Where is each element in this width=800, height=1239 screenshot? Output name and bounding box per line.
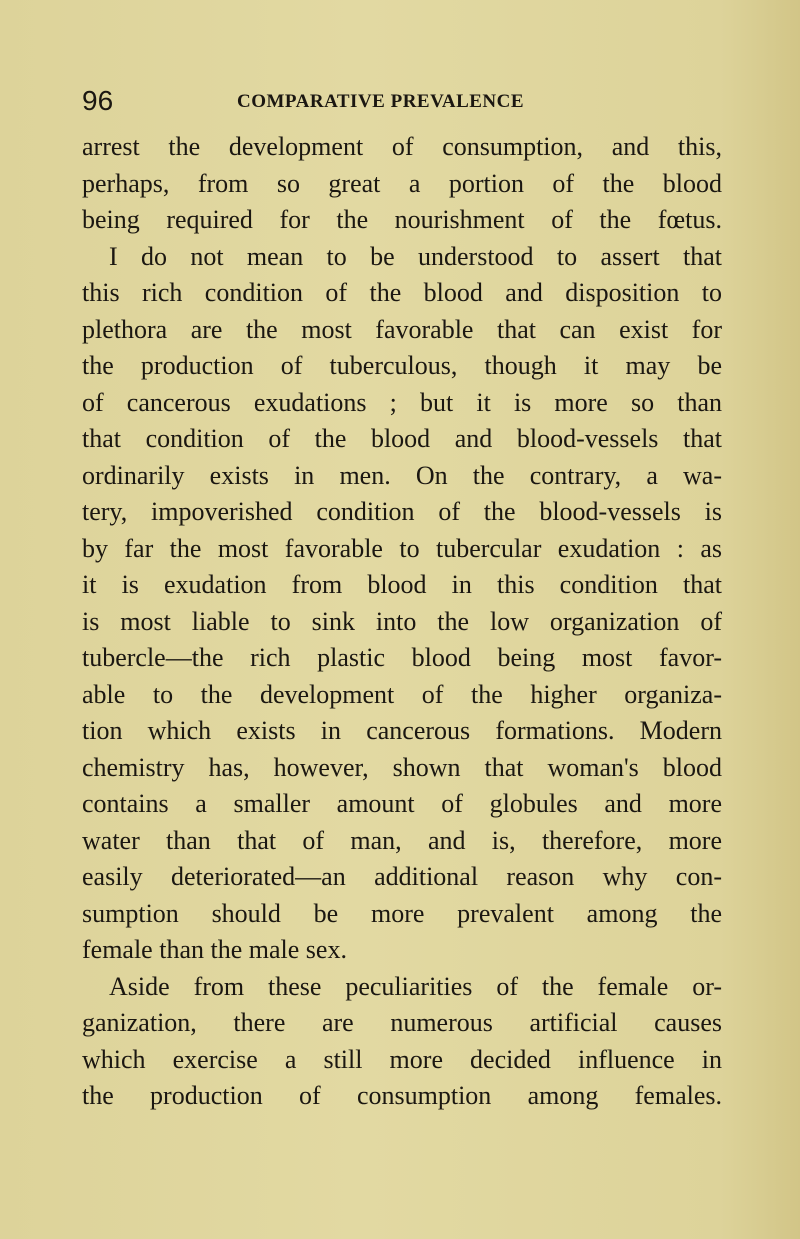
text-line: this rich condition of the blood and disposition to: [82, 278, 722, 307]
text-line: chemistry has, however, shown that woman's blood: [82, 752, 722, 782]
text-line: the production of consumption among females.: [82, 1081, 722, 1110]
text-line: tery, impoverished condition of the blood-vessels is: [82, 497, 722, 526]
text-line: contains a smaller amount of globules and more: [82, 789, 722, 818]
text-line: that condition of the blood and blood-vessels that: [82, 424, 722, 453]
text-line: ordinarily exists in men. On the contrary, a wa-: [82, 460, 722, 490]
text-line: plethora are the most favorable that can exist for: [82, 314, 722, 344]
text-line: sumption should be more prevalent among the: [82, 898, 722, 928]
body-text: [82, 129, 722, 1115]
page-number: 96: [82, 85, 114, 116]
running-head: COMPARATIVE PREVALENCE: [237, 91, 525, 112]
text-line: the production of tuberculous, though it may be: [82, 351, 722, 380]
text-line: perhaps, from so great a portion of the blood: [82, 168, 722, 198]
text-line: female than the male sex.: [82, 935, 347, 964]
text-line: able to the development of the higher organiza-: [82, 679, 722, 709]
text-line: of cancerous exudations ; but it is more so than: [82, 387, 722, 417]
text-line: is most liable to sink into the low organization of: [82, 606, 722, 636]
text-line: I do not mean to be understood to assert that: [109, 241, 722, 271]
text-line: Aside from these peculiarities of the female or-: [109, 971, 722, 1001]
page-header: [82, 86, 722, 116]
text-line: arrest the development of consumption, and this,: [82, 132, 722, 161]
text-line: which exercise a still more decided influence in: [82, 1044, 722, 1074]
text-line: ganization, there are numerous artificial causes: [82, 1008, 722, 1037]
text-line: being required for the nourishment of the fœtus.: [82, 205, 722, 234]
text-line: easily deteriorated—an additional reason why con-: [82, 862, 722, 891]
text-line: tubercle—the rich plastic blood being most favor-: [82, 643, 722, 672]
text-line: tion which exists in cancerous formations. Modern: [82, 716, 722, 745]
text-line: it is exudation from blood in this condition that: [82, 570, 722, 599]
text-line: water than that of man, and is, therefore, more: [82, 825, 722, 855]
text-line: by far the most favorable to tubercular exudation : as: [82, 533, 722, 563]
